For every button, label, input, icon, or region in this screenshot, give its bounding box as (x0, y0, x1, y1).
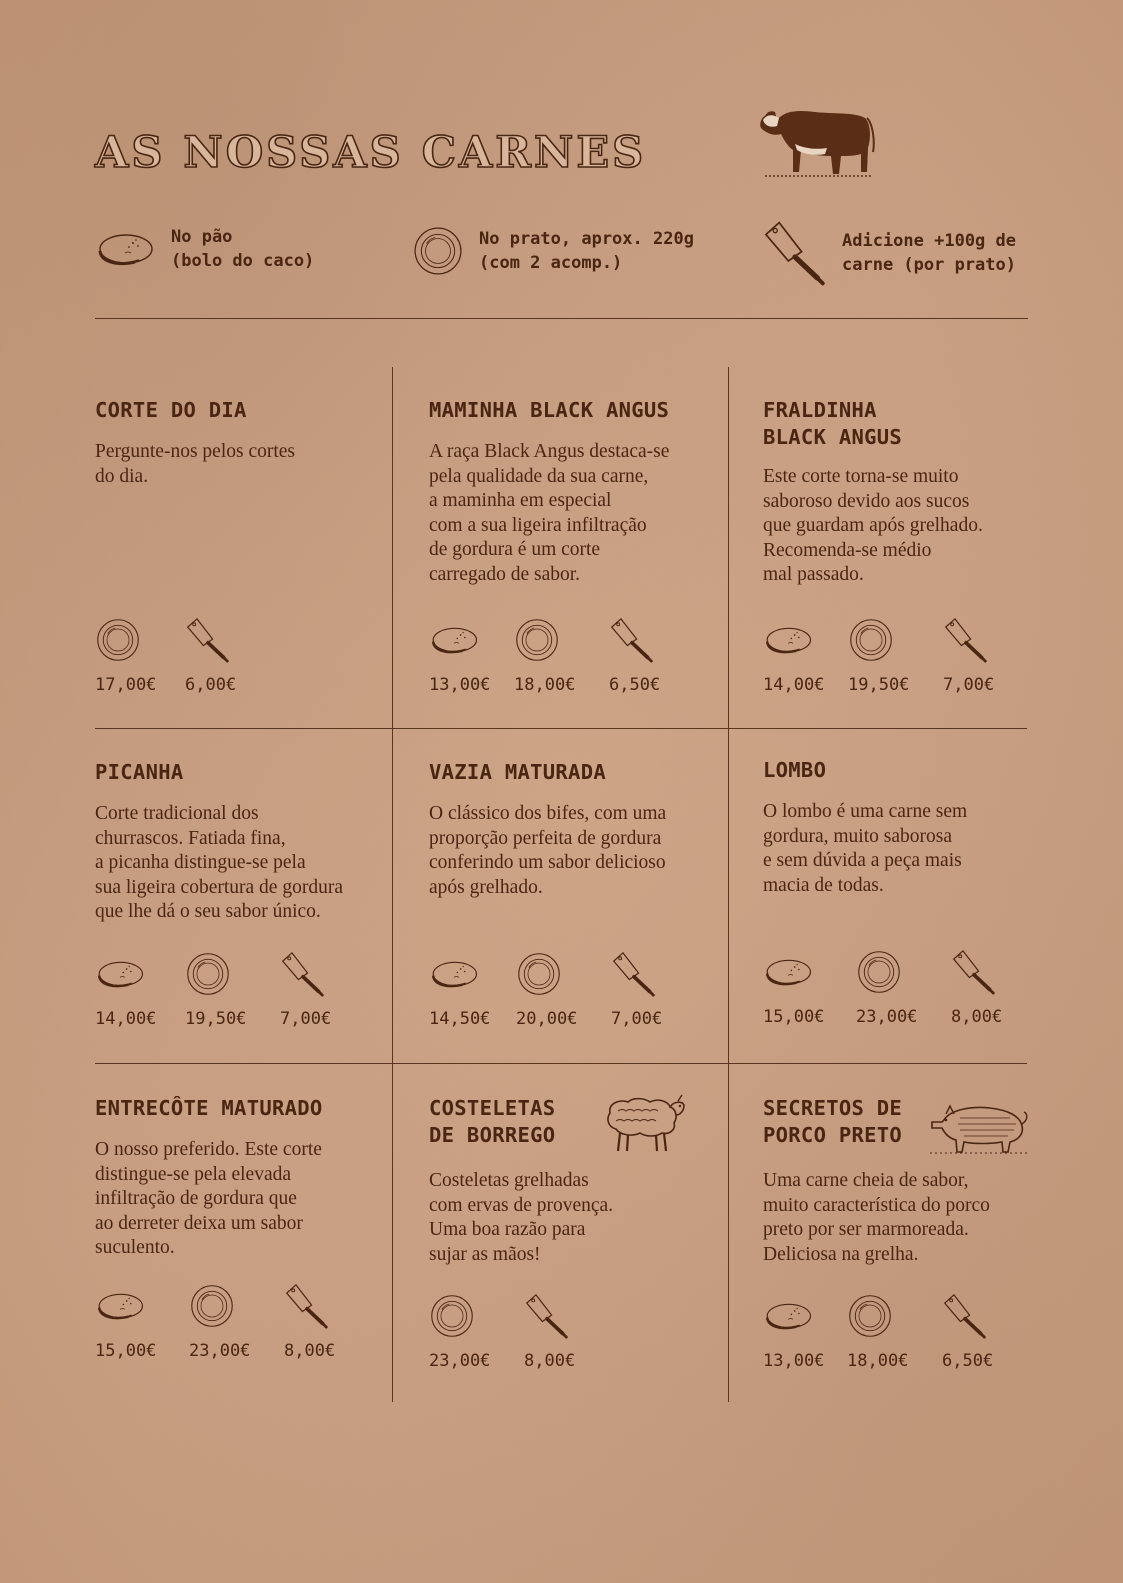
bread-icon (763, 954, 813, 990)
item-name: COSTELETAS DE BORREGO (429, 1096, 556, 1147)
plate-icon (429, 1293, 475, 1339)
cleaver-icon (611, 951, 657, 997)
plate-icon (847, 1293, 893, 1339)
item-description: O clássico dos bifes, com uma proporção perfeita de gordura conferindo um sabor delicioso após grelhado. (429, 803, 667, 898)
legend-label: No prato, aprox. 220g (com 2 acomp.) (479, 229, 694, 273)
price-value: 7,00€ (943, 675, 995, 695)
price-plate (847, 1291, 942, 1371)
bread-icon (429, 956, 479, 992)
bread-icon (95, 956, 145, 992)
cow-icon (755, 98, 880, 180)
cleaver-icon (943, 617, 989, 663)
price-value: 23,00€ (189, 1341, 251, 1361)
price-value: 7,00€ (611, 1009, 663, 1029)
plate-icon (95, 617, 141, 663)
price-value: 14,00€ (95, 1009, 157, 1029)
item-description: Uma carne cheia de sabor, muito característica do porco preto por ser marmoreada. Deliciosa na grelha. (763, 1170, 990, 1265)
cleaver-icon (280, 951, 326, 997)
price-bread (763, 615, 848, 695)
item-description: Corte tradicional dos churrascos. Fatiada fina, a picanha distingue-se pela sua ligeira cobertura de gordura que lhe dá o seu sabor único. (95, 803, 343, 922)
cleaver-icon (185, 617, 231, 663)
item-description: O lombo é uma carne sem gordura, muito saborosa e sem dúvida a peça mais macia de todas. (763, 801, 968, 896)
legend-label: No pão (bolo do caco) (171, 227, 315, 271)
menu-item (429, 397, 729, 695)
price-list (763, 615, 1033, 695)
plate-icon (412, 225, 464, 277)
item-name: ENTRECÔTE MATURADO (95, 1096, 323, 1120)
price-plate (848, 615, 943, 695)
price-value: 23,00€ (429, 1351, 491, 1371)
plate-icon (185, 951, 231, 997)
price-value: 13,00€ (429, 675, 491, 695)
item-description: O nosso preferido. Este corte distingue-se pela elevada infiltração de gordura que ao derreter deixa um sabor suculento. (95, 1139, 322, 1258)
plate-icon (189, 1283, 235, 1329)
cleaver-icon (942, 1293, 988, 1339)
cleaver-icon (762, 220, 828, 286)
price-bread (763, 947, 856, 1027)
menu-item (95, 397, 395, 695)
menu-item (763, 397, 1063, 695)
legend-bread (95, 225, 314, 273)
price-cleaver (951, 947, 1041, 1027)
price-value: 15,00€ (763, 1007, 825, 1027)
price-value: 7,00€ (280, 1009, 332, 1029)
menu-item (429, 759, 729, 1029)
price-value: 14,50€ (429, 1009, 491, 1029)
legend-plate (412, 225, 694, 277)
item-description: Costeletas grelhadas com ervas de provença. Uma boa razão para sujar as mãos! (429, 1170, 614, 1265)
cleaver-icon (609, 617, 655, 663)
plate-icon (514, 617, 560, 663)
price-cleaver (942, 1291, 1032, 1371)
price-value: 8,00€ (951, 1007, 1003, 1027)
price-value: 19,50€ (848, 675, 910, 695)
price-value: 15,00€ (95, 1341, 157, 1361)
plate-icon (848, 617, 894, 663)
header-divider (95, 318, 1028, 319)
cleaver-icon (524, 1293, 570, 1339)
bread-icon (763, 1298, 813, 1334)
price-plate (856, 947, 951, 1027)
item-name: PICANHA (95, 760, 184, 784)
cleaver-icon (951, 949, 997, 995)
price-list (95, 1281, 374, 1361)
price-plate (514, 615, 609, 695)
price-value: 19,50€ (185, 1009, 247, 1029)
price-cleaver (284, 1281, 374, 1361)
price-cleaver (611, 949, 701, 1029)
price-list (429, 615, 699, 695)
price-value: 20,00€ (516, 1009, 578, 1029)
menu-item (763, 757, 1063, 1027)
bread-icon (95, 1288, 145, 1324)
price-value: 6,00€ (185, 675, 237, 695)
price-value: 13,00€ (763, 1351, 825, 1371)
item-name: CORTE DO DIA (95, 398, 247, 422)
price-cleaver (943, 615, 1033, 695)
bread-icon (95, 228, 155, 270)
row-divider (95, 728, 1027, 729)
row-divider (95, 1063, 1027, 1064)
price-list (763, 947, 1041, 1027)
item-name: SECRETOS DE PORCO PRETO (763, 1096, 903, 1147)
price-bread (95, 949, 185, 1029)
legend-label: Adicione +100g de carne (por prato) (842, 231, 1016, 275)
price-cleaver (524, 1291, 614, 1371)
pig-icon (930, 1098, 1030, 1154)
price-value: 18,00€ (514, 675, 576, 695)
price-bread (429, 615, 514, 695)
item-description: A raça Black Angus destaca-se pela qualidade da sua carne, a maminha em especial com a sua ligeira infiltração de gordura é um corte carregado de sabor. (429, 441, 670, 585)
price-plate (429, 1291, 524, 1371)
price-bread (763, 1291, 847, 1371)
price-list (429, 949, 701, 1029)
item-description: Este corte torna-se muito saboroso devido aos sucos que guardam após grelhado. Recomenda-se médio mal passado. (763, 466, 983, 585)
price-plate (185, 949, 280, 1029)
price-value: 8,00€ (524, 1351, 576, 1371)
item-name: FRALDINHA BLACK ANGUS (763, 398, 903, 449)
bread-icon (429, 622, 479, 658)
price-list (429, 1291, 614, 1371)
price-value: 23,00€ (856, 1007, 918, 1027)
price-value: 8,00€ (284, 1341, 336, 1361)
item-description: Pergunte-nos pelos cortes do dia. (95, 441, 296, 487)
price-plate (189, 1281, 284, 1361)
item-name: VAZIA MATURADA (429, 760, 606, 784)
price-plate (516, 949, 611, 1029)
item-name: LOMBO (763, 758, 827, 782)
price-value: 18,00€ (847, 1351, 909, 1371)
price-value: 14,00€ (763, 675, 825, 695)
legend-cleaver (762, 220, 1016, 286)
bread-icon (763, 622, 813, 658)
page-title: AS NOSSAS CARNES (95, 128, 647, 178)
item-name: MAMINHA BLACK ANGUS (429, 398, 670, 422)
menu-item (95, 759, 395, 1029)
price-list (95, 949, 370, 1029)
price-bread (429, 949, 516, 1029)
price-cleaver (609, 615, 699, 695)
cleaver-icon (284, 1283, 330, 1329)
price-value: 6,50€ (942, 1351, 994, 1371)
price-plate (95, 615, 185, 695)
plate-icon (516, 951, 562, 997)
plate-icon (856, 949, 902, 995)
menu-item (95, 1095, 395, 1361)
price-value: 17,00€ (95, 675, 157, 695)
price-list (763, 1291, 1032, 1371)
sheep-icon (600, 1093, 685, 1155)
price-bread (95, 1281, 189, 1361)
price-value: 6,50€ (609, 675, 661, 695)
price-list (95, 615, 280, 695)
price-cleaver (185, 615, 280, 695)
price-cleaver (280, 949, 370, 1029)
